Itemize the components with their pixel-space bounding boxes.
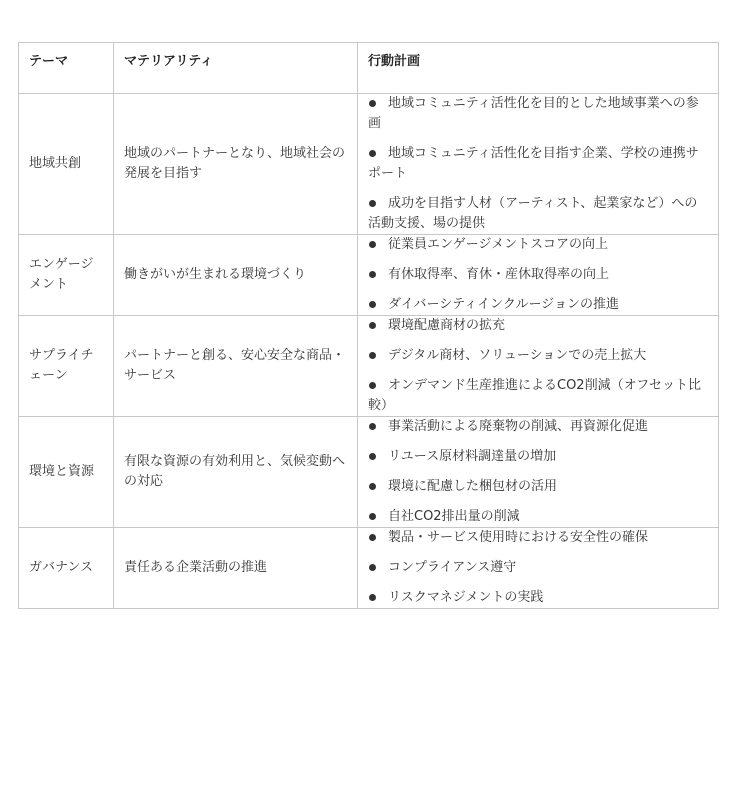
table-header-row: [19, 43, 719, 94]
materiality-cell: 働きがいが生まれる環境づくり: [114, 235, 358, 316]
plan-item-text: 地域コミュニティ活性化を目指す企業、学校の連携サポート: [368, 146, 699, 181]
plan-item: [368, 346, 708, 366]
bullet-icon: [369, 534, 376, 541]
bullet-icon: [369, 564, 376, 571]
plan-item-text: 成功を目指す人材（アーティスト、起業家など）への活動支援、場の提供: [368, 196, 698, 231]
plan-item-text: 環境に配慮した梱包材の活用: [388, 479, 558, 494]
header-plan: 行動計画: [358, 43, 719, 94]
table-row: [19, 94, 719, 235]
plan-cell: [358, 417, 719, 528]
plan-item-text: オンデマンド生産推進によるCO2削減（オフセット比較）: [368, 378, 702, 413]
plan-list: [368, 528, 708, 608]
plan-item-text: 自社CO2排出量の削減: [388, 509, 520, 524]
materiality-cell: 有限な資源の有効利用と、気候変動への対応: [114, 417, 358, 528]
plan-item: [368, 144, 708, 184]
plan-cell: [358, 528, 719, 609]
plan-item: [368, 558, 708, 578]
plan-item: [368, 265, 708, 285]
bullet-icon: [369, 483, 376, 490]
plan-item: [368, 94, 708, 134]
plan-item: [368, 528, 708, 548]
plan-item-text: コンプライアンス遵守: [388, 560, 517, 575]
plan-item-text: ダイバーシティインクルージョンの推進: [388, 297, 620, 312]
theme-cell: ガバナンス: [19, 528, 114, 609]
table-row: [19, 417, 719, 528]
bullet-icon: [369, 513, 376, 520]
theme-cell: 地域共創: [19, 94, 114, 235]
plan-item-text: 従業員エンゲージメントスコアの向上: [388, 237, 608, 252]
plan-item-text: 地域コミュニティ活性化を目的とした地域事業への参画: [368, 96, 699, 131]
header-theme: テーマ: [19, 43, 114, 94]
theme-cell: サプライチェーン: [19, 316, 114, 417]
plan-item-text: 有休取得率、育休・産休取得率の向上: [388, 267, 610, 282]
plan-item: [368, 417, 708, 437]
materiality-cell: 責任ある企業活動の推進: [114, 528, 358, 609]
table-row: [19, 235, 719, 316]
plan-item: [368, 316, 708, 336]
plan-item-text: 製品・サービス使用時における安全性の確保: [388, 530, 649, 545]
plan-item-text: デジタル商材、ソリューションでの売上拡大: [388, 348, 647, 363]
plan-item: [368, 376, 708, 416]
plan-item-text: リスクマネジメントの実践: [388, 590, 544, 605]
plan-cell: [358, 235, 719, 316]
plan-item: [368, 194, 708, 234]
bullet-icon: [369, 271, 376, 278]
bullet-icon: [369, 241, 376, 248]
bullet-icon: [369, 322, 376, 329]
plan-list: [368, 316, 708, 416]
theme-cell: 環境と資源: [19, 417, 114, 528]
plan-item: [368, 295, 708, 315]
plan-item: [368, 477, 708, 497]
plan-item: [368, 588, 708, 608]
table-row: [19, 528, 719, 609]
bullet-icon: [369, 150, 376, 157]
theme-cell: エンゲージメント: [19, 235, 114, 316]
materiality-table-container: [18, 42, 719, 609]
bullet-icon: [369, 352, 376, 359]
plan-list: [368, 235, 708, 315]
bullet-icon: [369, 100, 376, 107]
bullet-icon: [369, 382, 376, 389]
plan-list: [368, 94, 708, 234]
header-materiality: マテリアリティ: [114, 43, 358, 94]
plan-cell: [358, 316, 719, 417]
bullet-icon: [369, 200, 376, 207]
materiality-table: [18, 42, 719, 609]
plan-item: [368, 507, 708, 527]
bullet-icon: [369, 453, 376, 460]
bullet-icon: [369, 594, 376, 601]
table-row: [19, 316, 719, 417]
materiality-cell: 地域のパートナーとなり、地域社会の発展を目指す: [114, 94, 358, 235]
bullet-icon: [369, 423, 376, 430]
plan-item-text: 事業活動による廃棄物の削減、再資源化促進: [388, 419, 649, 434]
bullet-icon: [369, 301, 376, 308]
plan-item: [368, 235, 708, 255]
plan-item-text: リユース原材料調達量の増加: [388, 449, 557, 464]
materiality-cell: パートナーと創る、安心安全な商品・サービス: [114, 316, 358, 417]
plan-list: [368, 417, 708, 527]
plan-item-text: 環境配慮商材の拡充: [388, 318, 506, 333]
plan-cell: [358, 94, 719, 235]
plan-item: [368, 447, 708, 467]
